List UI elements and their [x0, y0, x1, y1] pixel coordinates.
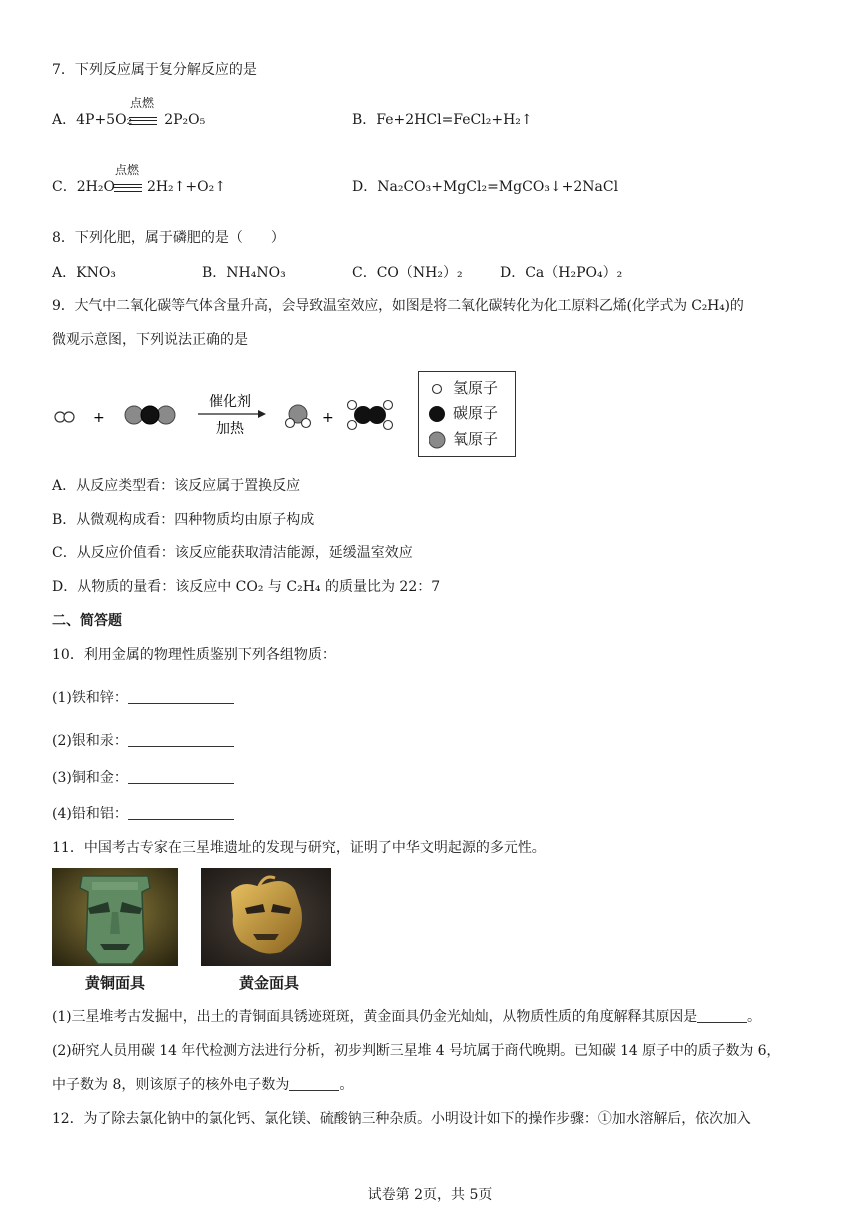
q11-part1-text: (1)三星堆考古发掘中，出土的青铜面具锈迹斑斑，黄金面具仍金光灿灿，从物质性质的角度解释其原因是 [52, 1009, 698, 1025]
q9-stem-line2: 微观示意图，下列说法正确的是 [52, 332, 248, 348]
q12-stem: 12．为了除去氯化钠中的氯化钙、氯化镁、硫酸钠三种杂质。小明设计如下的操作步骤：①加水溶解后，依次加入 [52, 1111, 751, 1127]
q11-stem: 11．中国考古专家在三星堆遗址的发现与研究，证明了中华文明起源的多元性。 [52, 840, 546, 856]
water-molecule [286, 405, 311, 428]
legend-hydrogen-label: 氢原子 [453, 379, 499, 397]
bronze-mask-caption: 黄铜面具 [85, 974, 146, 992]
section-heading: 二、简答题 [52, 613, 122, 629]
q10-item-4-label: (4)铅和铝： [52, 806, 128, 822]
q7-c-rhs: 2H₂↑+O₂↑ [146, 179, 226, 195]
q10-item-4 [52, 804, 234, 824]
q7-a-rhs: 2P₂O₅ [164, 112, 206, 128]
q8-option-b: B．NH₄NO₃ [202, 265, 286, 281]
q10-item-2-label: (2)银和汞： [52, 733, 128, 749]
q10-stem: 10．利用金属的物理性质鉴别下列各组物质： [52, 647, 336, 663]
oxygen-atom-icon [429, 432, 445, 448]
hydrogen-atom-icon [433, 385, 442, 394]
q10-answer-blank-3[interactable] [128, 783, 234, 784]
ethylene-molecule [348, 401, 393, 430]
legend-carbon-label: 碳原子 [453, 404, 499, 422]
plus-sign-1: + [93, 410, 105, 426]
q10-item-1 [52, 688, 234, 708]
q10-item-3 [52, 768, 234, 788]
legend-oxygen-label: 氧原子 [453, 430, 499, 448]
q10-item-2 [52, 731, 234, 751]
q7-d-label: D． [352, 179, 378, 195]
q11-part1-end: 。 [747, 1009, 761, 1025]
q9-option-d: D．从物质的量看：该反应中 CO₂ 与 C₂H₄ 的质量比为 22：7 [52, 579, 441, 595]
q7-a-lhs: 4P+5O₂ [76, 112, 133, 128]
q7-c-lhs: 2H₂O [76, 179, 115, 195]
q11-part2-line2 [52, 1075, 353, 1095]
gold-mask-photo [201, 868, 331, 966]
q7-b-label: B． [352, 112, 377, 128]
q7-c-equals-sign [114, 184, 142, 192]
q7-a-condition: 点燃 [129, 96, 154, 110]
q9-option-a: A．从反应类型看：该反应属于置换反应 [52, 478, 301, 494]
q7-c-label: C． [52, 179, 77, 195]
q11-part2-text: 中子数为 8，则该原子的核外电子数为 [52, 1077, 290, 1093]
reaction-diagram [48, 385, 408, 445]
hydrogen-molecule [55, 412, 74, 422]
q7-option-b [352, 110, 533, 130]
q10-answer-blank-2[interactable] [128, 746, 234, 747]
q9-stem-line1: 9．大气中二氧化碳等气体含量升高，会导致温室效应，如图是将二氧化碳转化为化工原料乙烯(化学式为 C₂H₄)的 [52, 298, 744, 314]
q11-part2-end: 。 [339, 1077, 354, 1093]
q11-part2-line1: (2)研究人员用碳 14 年代检测方法进行分析，初步判断三星堆 4 号坑属于商代晚期。已知碳 14 原子中的质子数为 6， [52, 1043, 781, 1059]
q9-option-c: C．从反应价值看：该反应能获取清洁能源，延缓温室效应 [52, 545, 413, 561]
q7-b-equation: Fe+2HCl=FeCl₂+H₂↑ [376, 112, 533, 128]
q8-option-a: A．KNO₃ [52, 265, 116, 281]
q8-stem: 8．下列化肥，属于磷肥的是（ ） [52, 230, 285, 246]
q11-answer-blank-1[interactable] [697, 1022, 747, 1023]
gold-mask-caption: 黄金面具 [239, 974, 300, 992]
q9-option-b: B．从微观构成看：四种物质均由原子构成 [52, 512, 315, 528]
q11-part1 [52, 1007, 761, 1027]
reaction-arrow-head [258, 410, 266, 418]
q7-a-equals-sign [129, 117, 157, 125]
q10-item-3-label: (3)铜和金： [52, 770, 128, 786]
page-footer: 试卷第 2页，共 5页 [367, 1187, 493, 1203]
q7-d-equation: Na₂CO₃+MgCl₂=MgCO₃↓+2NaCl [377, 179, 619, 195]
q11-answer-blank-2[interactable] [289, 1090, 339, 1091]
legend-symbols [429, 380, 449, 452]
atom-legend [418, 371, 516, 457]
q7-a-label: A． [52, 112, 77, 128]
q10-answer-blank-4[interactable] [128, 819, 234, 820]
catalyst-label: 催化剂 [209, 394, 251, 410]
bronze-mask-photo [52, 868, 178, 966]
q8-option-c: C．CO（NH₂）₂ [352, 265, 463, 281]
q10-answer-blank-1[interactable] [128, 703, 234, 704]
q8-option-d: D．Ca（H₂PO₄）₂ [500, 265, 623, 281]
q7-stem: 7．下列反应属于复分解反应的是 [52, 62, 257, 78]
q7-c-condition: 点燃 [114, 163, 139, 177]
heat-label: 加热 [216, 421, 244, 437]
carbon-atom-icon [429, 406, 445, 422]
q10-item-1-label: (1)铁和锌： [52, 690, 128, 706]
plus-sign-2: + [322, 410, 334, 426]
q7-option-d [352, 177, 618, 197]
carbon-dioxide-molecule [125, 406, 175, 424]
